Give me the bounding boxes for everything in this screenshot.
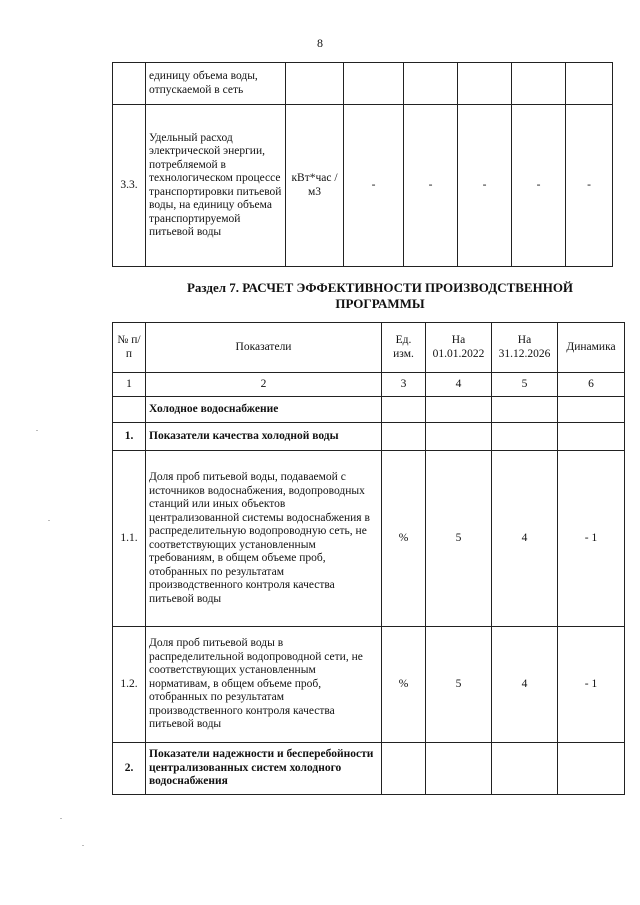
- row-number: 1.2.: [113, 627, 146, 743]
- dynamics-value: - 1: [558, 451, 625, 627]
- value-cell: [344, 63, 404, 105]
- section-heading: Раздел 7. РАСЧЕТ ЭФФЕКТИВНОСТИ ПРОИЗВОДСТВЕННОЙ ПРОГРАММЫ: [186, 280, 574, 311]
- start-value: [426, 423, 492, 451]
- table-row: [113, 397, 625, 423]
- table-row: [113, 451, 625, 627]
- value-cell: -: [566, 105, 613, 267]
- end-value: [492, 397, 558, 423]
- header-indicators: Показатели: [146, 323, 382, 373]
- value-cell: [404, 63, 458, 105]
- efficiency-table: [112, 322, 625, 795]
- table-row: [113, 423, 625, 451]
- value-cell: -: [344, 105, 404, 267]
- dynamics-value: - 1: [558, 627, 625, 743]
- value-cell: -: [512, 105, 566, 267]
- column-index: 4: [426, 373, 492, 397]
- indicator-text: Удельный расход электрической энергии, потребляемой в технологическом процессе транспортировки питьевой воды, на единицу объема транспортируемой питьевой воды: [146, 105, 286, 267]
- dynamics-value: [558, 743, 625, 795]
- unit-cell: %: [382, 627, 426, 743]
- indicator-text: Показатели надежности и бесперебойности централизованных систем холодного водоснабжения: [146, 743, 382, 795]
- column-index-row: [113, 373, 625, 397]
- unit-cell: [382, 423, 426, 451]
- column-index: 5: [492, 373, 558, 397]
- unit-cell: [382, 743, 426, 795]
- unit-cell: [382, 397, 426, 423]
- header-end-date: На 31.12.2026: [492, 323, 558, 373]
- end-value: [492, 423, 558, 451]
- unit-cell: %: [382, 451, 426, 627]
- indicator-text: Показатели качества холодной воды: [146, 423, 382, 451]
- end-value: 4: [492, 451, 558, 627]
- table-row: [113, 105, 613, 267]
- start-value: [426, 397, 492, 423]
- row-number: [113, 397, 146, 423]
- unit-cell: кВт*час /м3: [286, 105, 344, 267]
- row-number: 1.: [113, 423, 146, 451]
- column-index: 1: [113, 373, 146, 397]
- table-row: [113, 627, 625, 743]
- value-cell: [512, 63, 566, 105]
- end-value: [492, 743, 558, 795]
- dynamics-value: [558, 397, 625, 423]
- table-row: [113, 743, 625, 795]
- row-number: [113, 63, 146, 105]
- header-row: [113, 323, 625, 373]
- end-value: 4: [492, 627, 558, 743]
- indicator-text: единицу объема воды, отпускаемой в сеть: [146, 63, 286, 105]
- header-number: № п/п: [113, 323, 146, 373]
- start-value: 5: [426, 451, 492, 627]
- row-number: 3.3.: [113, 105, 146, 267]
- unit-cell: [286, 63, 344, 105]
- column-index: 3: [382, 373, 426, 397]
- start-value: [426, 743, 492, 795]
- header-unit: Ед. изм.: [382, 323, 426, 373]
- scan-speck: [48, 520, 50, 521]
- row-number: 1.1.: [113, 451, 146, 627]
- value-cell: -: [404, 105, 458, 267]
- value-cell: [458, 63, 512, 105]
- indicator-text: Доля проб питьевой воды в распределительной водопроводной сети, не соответствующих установленным нормативам, в общем объеме проб, отобранных по результатам производственного контроля качества питьевой воды: [146, 627, 382, 743]
- indicator-text: Холодное водоснабжение: [146, 397, 382, 423]
- column-index: 2: [146, 373, 382, 397]
- scan-speck: [36, 430, 38, 431]
- scan-speck: [60, 818, 62, 819]
- header-start-date: На 01.01.2022: [426, 323, 492, 373]
- scan-speck: [82, 845, 84, 846]
- row-number: 2.: [113, 743, 146, 795]
- continuation-table: [112, 62, 613, 267]
- indicator-text: Доля проб питьевой воды, подаваемой с источников водоснабжения, водопроводных станций или иных объектов централизованной системы водоснабжения в распределительную водопроводную сеть, не соответствующих установленным требованиям, в общем объеме проб, отобранных по результатам производственного контроля качества питьевой воды: [146, 451, 382, 627]
- table-row: [113, 63, 613, 105]
- header-dynamics: Динамика: [558, 323, 625, 373]
- value-cell: -: [458, 105, 512, 267]
- value-cell: [566, 63, 613, 105]
- column-index: 6: [558, 373, 625, 397]
- page-number: 8: [317, 36, 323, 50]
- start-value: 5: [426, 627, 492, 743]
- dynamics-value: [558, 423, 625, 451]
